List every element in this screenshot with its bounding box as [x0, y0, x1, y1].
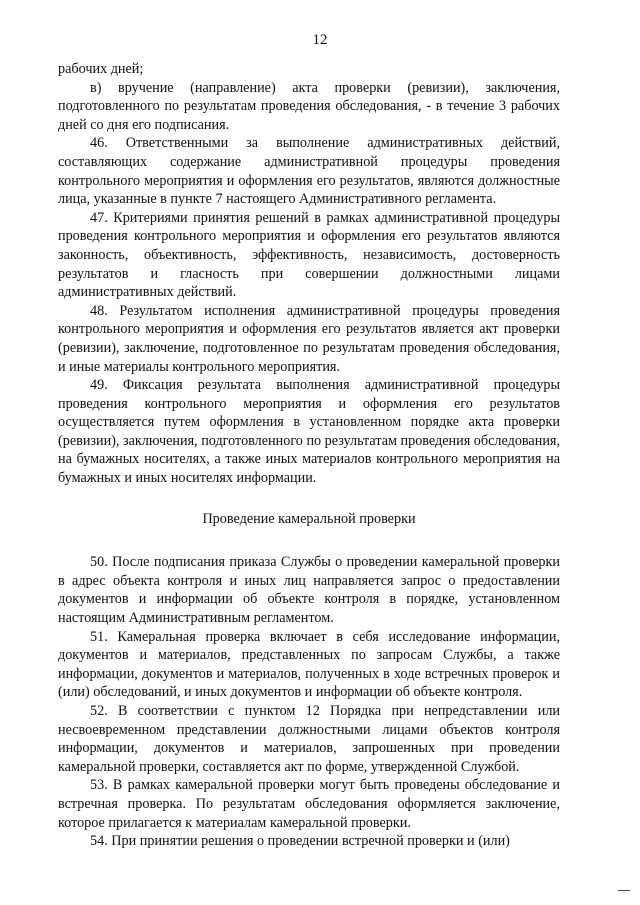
page-number: 12 [312, 32, 328, 48]
paragraph-53: 53. В рамках камеральной проверки могут быть проведены обследование и встречная проверка. По результатам обследования оформляется заключение, которое прилагается к материалам камеральной проверки. [58, 777, 560, 831]
paragraph-49: 49. Фиксация результата выполнения административной процедуры проведения контрольного мероприятия и оформления его результатов осуществляется путем оформления в установленном порядке акта проверки (ревизии), заключения, подготовленного по результатам проведения обследования, на бумажных носителях, а также иных материалов контрольного мероприятия на бумажных и иных носителях информации. [58, 377, 560, 487]
paragraph-47: 47. Критериями принятия решений в рамках административной процедуры проведения контрольного мероприятия и оформления его результатов являются законность, объективность, эффективность, независимость, достоверность результатов и гласность при совершении должностными лицами административных действий. [58, 209, 560, 301]
paragraph-54: 54. При принятии решения о проведении встречной проверки и (или) [90, 833, 510, 850]
paragraph-50: 50. После подписания приказа Службы о проведении камеральной проверки в адрес объекта контроля и иных лиц направляется запрос о предоставлении документов и информации об объекте контроля в порядке, установленном настоящим Административным регламентом. [58, 554, 560, 627]
paragraph-51: 51. Камеральная проверка включает в себя исследование информации, документов и материалов, представленных по запросам Службы, а также информации, документов и материалов, полученных в ходе встречных проверок и (или) обследований, и иных документов и информации об объекте контроля. [58, 628, 560, 701]
paragraph-46: 46. Ответственными за выполнение административных действий, составляющих содержание административной процедуры проведения контрольного мероприятия и оформления его результатов, являются должностные лица, указанные в пункте 7 настоящего Административного регламента. [58, 135, 560, 208]
paragraph-item-v: в) вручение (направление) акта проверки (ревизии), заключения, подготовленного по результатам проведения обследования, - в течение 3 рабочих дней со дня его подписания. [58, 79, 560, 133]
paragraph-48: 48. Результатом исполнения административной процедуры проведения контрольного мероприятия и оформления его результатов является акт проверки (ревизии), заключение, подготовленное по результатам проведения обследования, и иные материалы контрольного мероприятия. [58, 302, 560, 375]
paragraph-continuation: рабочих дней; [58, 61, 144, 77]
paragraph-52: 52. В соответствии с пунктом 12 Порядка при непредставлении или несвоевременном представлении должностными лицами объектов контроля информации, документов и материалов, запрошенных при проведении камеральной проверки, составляется акт по форме, утвержденной Службой. [58, 703, 560, 775]
section-heading: Проведение камеральной проверки [202, 510, 416, 527]
document-body [58, 60, 560, 851]
page-edge-mark [618, 890, 630, 891]
